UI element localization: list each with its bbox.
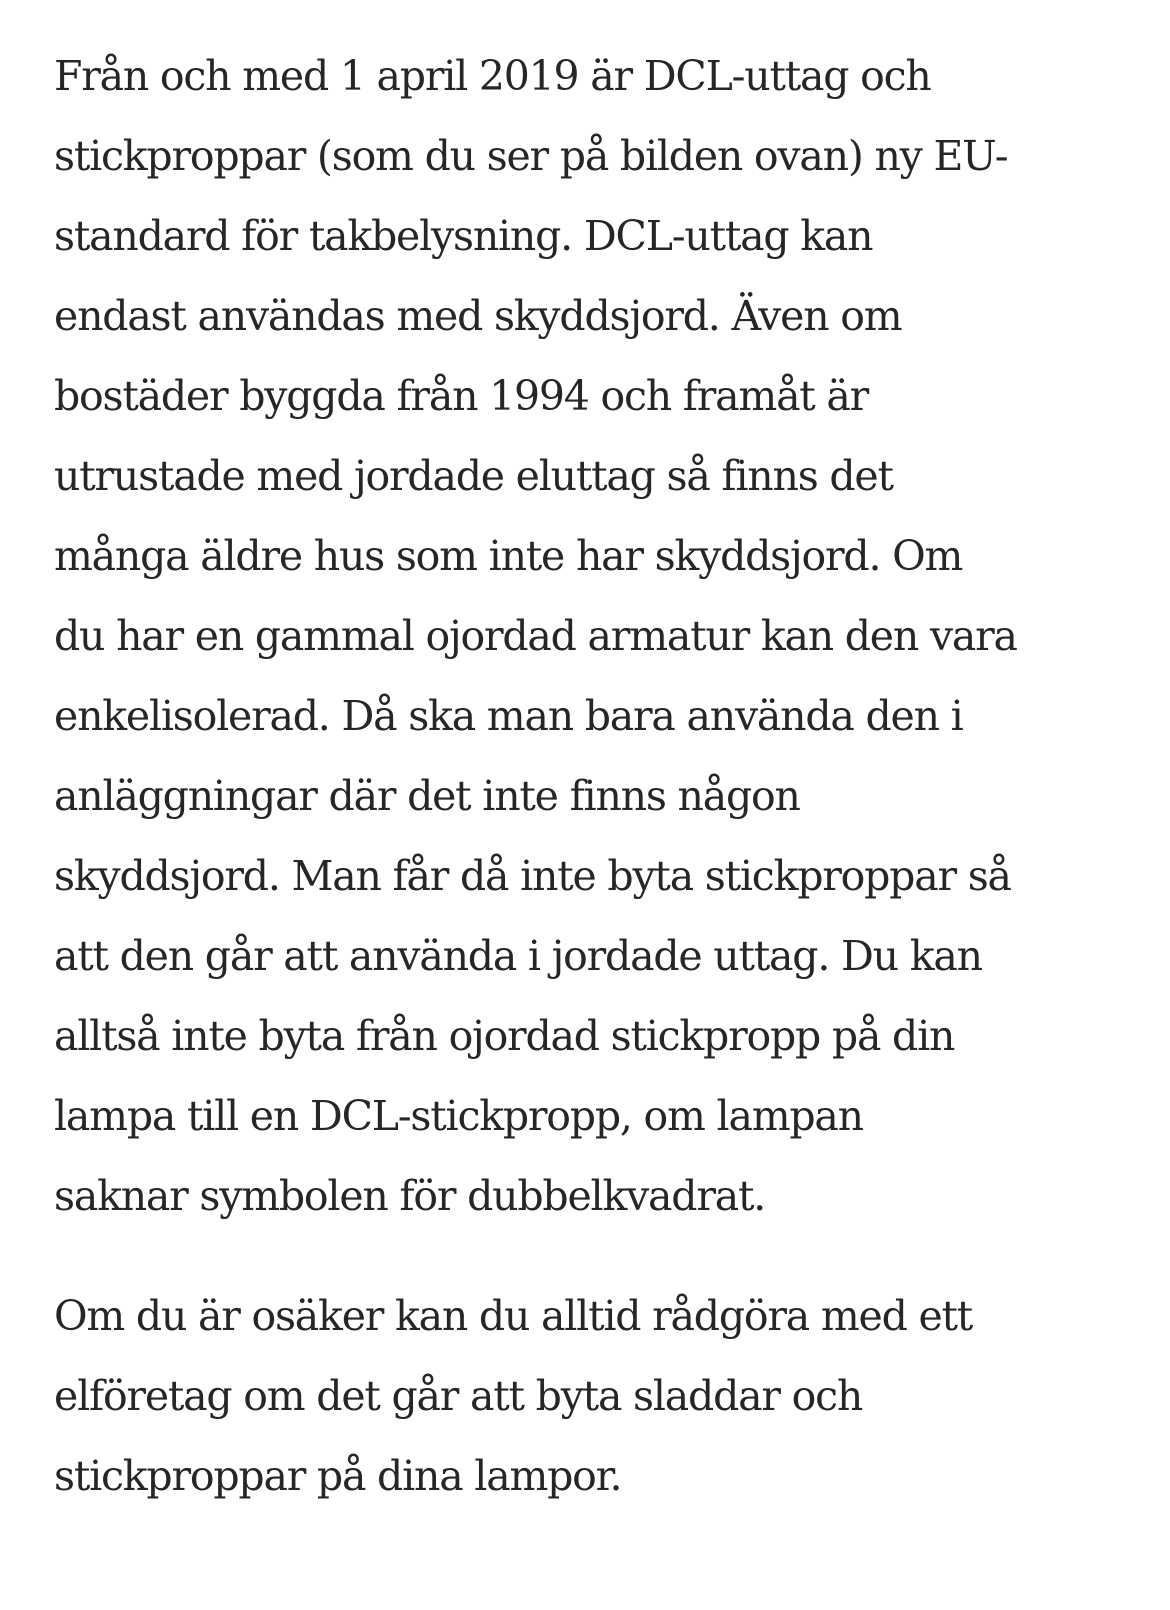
paragraph-advice: Om du är osäker kan du alltid rådgöra med ett elföretag om det går att byta sladdar och stickproppar på dina lampor. <box>54 1292 973 1500</box>
article-body <box>54 36 1114 1516</box>
paragraph-dcl-standard: Från och med 1 april 2019 är DCL-uttag och stickproppar (som du ser på bilden ovan) ny EU- standard för takbelysning. DCL-uttag kan endast användas med skyddsjord. Även om bostäder byggda från 1994 och framåt är utrustade med jordade eluttag så finns det många äldre hus som inte har skyddsjord. Om du har en gammal ojordad armatur kan den vara enkelisolerad. Då ska man bara använda den i anläggningar där det inte finns någon skyddsjord. Man får då inte byta stickproppar så att den går att använda i jordade uttag. Du kan alltså inte byta från ojordad stickpropp på din lampa till en DCL-stickpropp, om lampan saknar symbolen för dubbelkvadrat. <box>54 52 1017 1220</box>
